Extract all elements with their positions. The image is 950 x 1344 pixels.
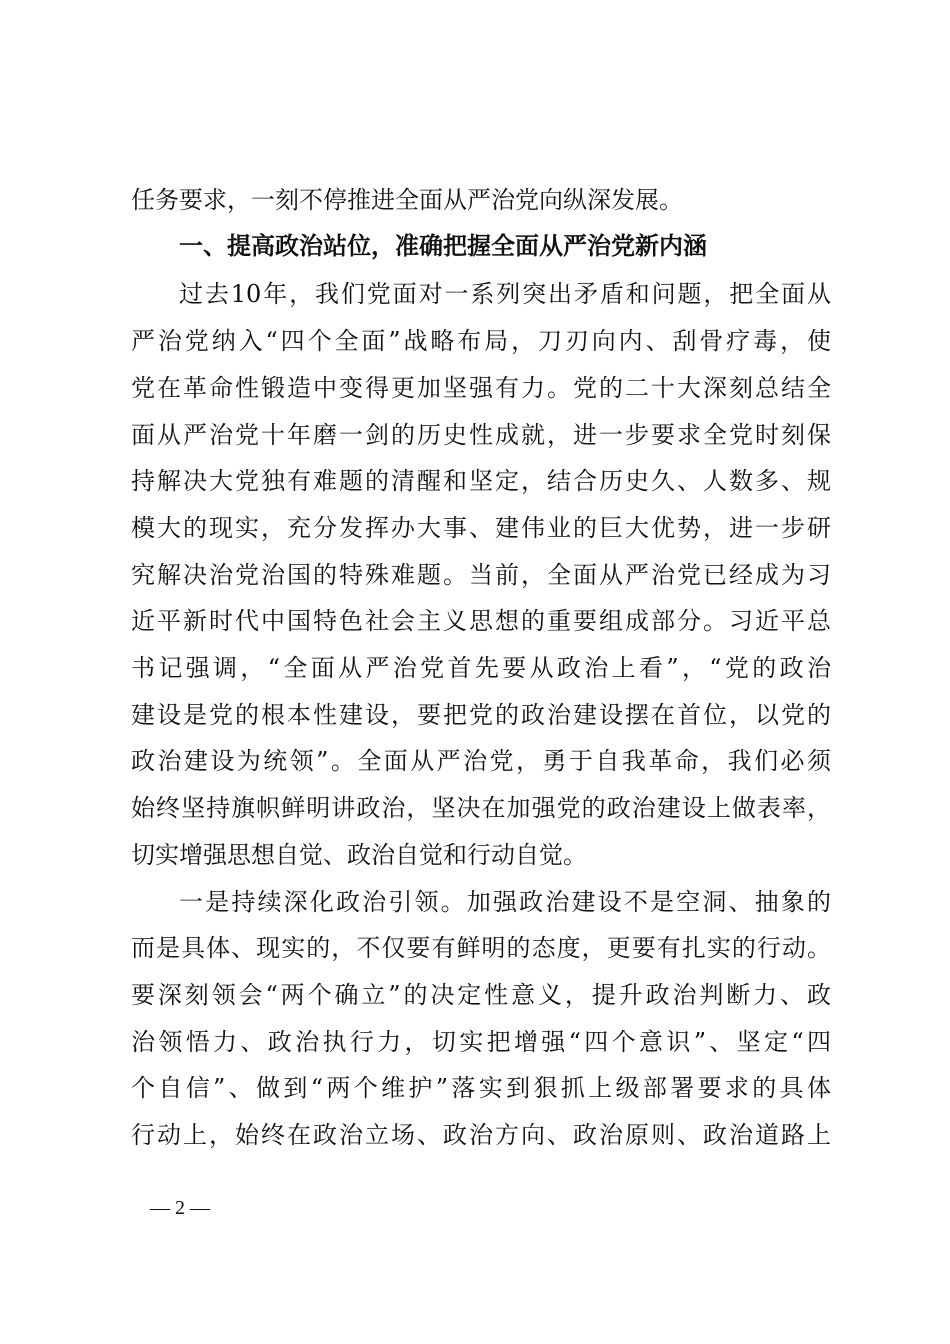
paragraph-line: 切实增强思想自觉、政治自觉和行动自觉。 — [131, 841, 587, 869]
paragraph-line: 而是具体、现实的，不仅要有鲜明的态度，更要有扎实的行动。 — [131, 934, 831, 962]
paragraph-line: 模大的现实，充分发挥办大事、建伟业的巨大优势，进一步研 — [131, 514, 831, 542]
paragraph-line: 行动上，始终在政治立场、政治方向、政治原则、政治道路上 — [131, 1121, 831, 1149]
paragraph-line: 近平新时代中国特色社会主义思想的重要组成部分。习近平总 — [131, 607, 831, 635]
paragraph-line: 始终坚持旗帜鲜明讲政治，坚决在加强党的政治建设上做表率， — [131, 794, 831, 822]
paragraph-line: 要深刻领会“两个确立”的决定性意义，提升政治判断力、政 — [131, 981, 831, 1009]
intro-tail-line: 任务要求，一刻不停推进全面从严治党向纵深发展。 — [131, 186, 683, 214]
paragraph-line: 党在革命性锻造中变得更加坚强有力。党的二十大深刻总结全 — [131, 374, 831, 402]
paragraph-line: 过去10年，我们党面对一系列突出矛盾和问题，把全面从 — [179, 280, 831, 308]
paragraph-line: 建设是党的根本性建设，要把党的政治建设摆在首位，以党的 — [131, 701, 831, 729]
paragraph-line: 持解决大党独有难题的清醒和坚定，结合历史久、人数多、规 — [131, 467, 831, 495]
paragraph-line: 面从严治党十年磨一剑的历史性成就，进一步要求全党时刻保 — [131, 421, 831, 449]
paragraph-line: 个自信”、做到“两个维护”落实到狠抓上级部署要求的具体 — [131, 1074, 831, 1102]
paragraph-line: 政治建设为统领”。全面从严治党，勇于自我革命，我们必须 — [131, 747, 831, 775]
section-heading: 一、提高政治站位，准确把握全面从严治党新内涵 — [179, 232, 707, 260]
paragraph-line: 书记强调，“全面从严治党首先要从政治上看”，“党的政治 — [131, 654, 831, 682]
page-number: — 2 — — [150, 1197, 210, 1219]
paragraph-line: 究解决治党治国的特殊难题。当前，全面从严治党已经成为习 — [131, 561, 831, 589]
paragraph-line: 严治党纳入“四个全面”战略布局，刀刃向内、刮骨疗毒，使 — [131, 327, 831, 355]
paragraph-line: 治领悟力、政治执行力，切实把增强“四个意识”、坚定“四 — [131, 1028, 831, 1056]
paragraph-line: 一是持续深化政治引领。加强政治建设不是空洞、抽象的 — [179, 888, 831, 916]
